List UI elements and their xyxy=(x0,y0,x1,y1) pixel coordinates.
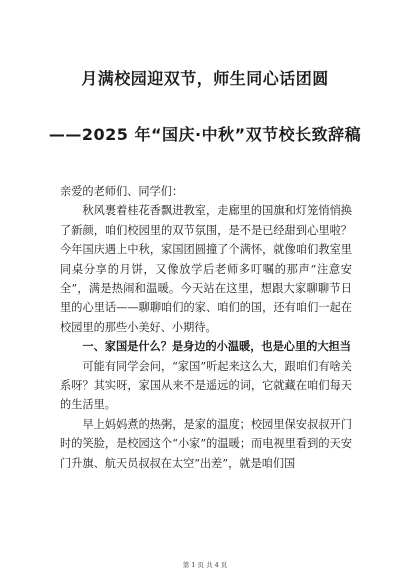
paragraph: 秋风裹着桂花香飘进教室，走廊里的国旗和灯笼悄悄换了新颜，咱们校园里的双节氛围，是不是已经甜到心里啦？今年国庆遇上中秋，家国团圆撞了个满怀，就像咱们教室里同桌分享的月饼，又像放学后老师多叮嘱的那声“注意安全”，满是热闹和温暖。今天站在这里，想跟大家聊聊节日里的心里话——聊聊咱们的家、咱们的国，还有咱们一起在校园里的那些小美好、小期待。 xyxy=(60,204,352,334)
paragraph: 可能有同学会问，“家国”听起来这么大，跟咱们有啥关系呀？其实呀，家国从来不是遥远的词，它就藏在咱们每天的生活里。 xyxy=(60,359,352,412)
section-heading: 一、家国是什么？是身边的小温暖，也是心里的大担当 xyxy=(82,340,351,354)
document-title: 月满校园迎双节，师生同心话团圆 xyxy=(81,69,329,88)
paragraph: 早上妈妈煮的热粥，是家的温度；校园里保安叔叔开门时的笑脸，是校园这个“小家”的温暖；而电视里看到的天安门升旗、航天员叔叔在太空“出差”，就是咱们国 xyxy=(60,417,352,470)
page-footer: 第 1 页 共 4 页 xyxy=(182,561,228,569)
greeting: 亲爱的老师们、同学们： xyxy=(60,185,184,198)
document-body xyxy=(60,182,352,473)
document-subtitle: ——2025 年“国庆·中秋”双节校长致辞稿 xyxy=(48,125,362,144)
